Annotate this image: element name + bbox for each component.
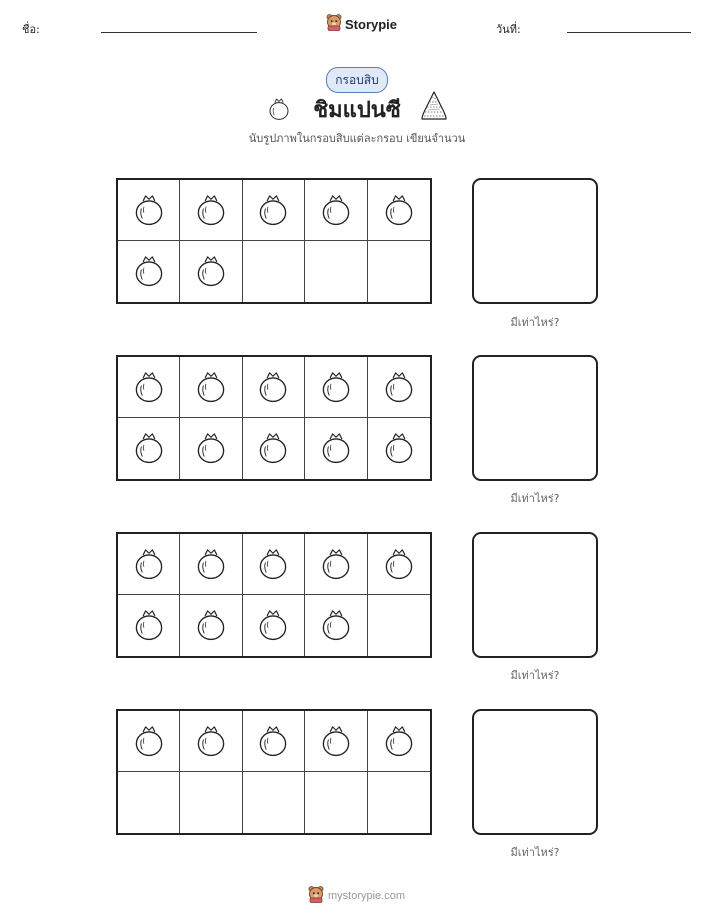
frame-cell <box>243 241 305 302</box>
fruit-icon <box>194 367 228 408</box>
frame-cell <box>180 241 242 302</box>
fruit-icon <box>132 605 166 646</box>
bear-icon <box>326 13 342 35</box>
frame-cell <box>118 595 180 656</box>
answer-box[interactable] <box>472 178 598 304</box>
fruit-icon <box>382 721 416 762</box>
frame-cell <box>305 711 367 772</box>
frame-cell <box>305 418 367 479</box>
name-write-line <box>101 32 257 33</box>
frame-cell <box>180 180 242 241</box>
frame-cell <box>180 595 242 656</box>
answer-box[interactable] <box>472 355 598 481</box>
fruit-icon <box>256 605 290 646</box>
fruit-icon <box>132 544 166 585</box>
fruit-icon <box>132 190 166 231</box>
frame-cell <box>305 180 367 241</box>
frame-cell <box>368 357 430 418</box>
fruit-icon <box>132 428 166 469</box>
frame-cell <box>368 595 430 656</box>
frame-cell <box>180 418 242 479</box>
frame-cell <box>180 711 242 772</box>
date-label: วันที่: <box>496 23 521 36</box>
fruit-icon <box>194 190 228 231</box>
frame-cell <box>180 357 242 418</box>
answer-prompt: มีเท่าไหร่? <box>510 316 560 329</box>
frame-cell <box>180 534 242 595</box>
frame-cell <box>243 711 305 772</box>
frame-cell <box>305 357 367 418</box>
answer-prompt: มีเท่าไหร่? <box>510 669 560 682</box>
frame-cell <box>118 357 180 418</box>
frame-cell <box>368 772 430 833</box>
frame-cell <box>243 180 305 241</box>
frame-cell <box>368 180 430 241</box>
bear-icon <box>308 885 324 907</box>
fruit-icon <box>319 605 353 646</box>
fruit-icon <box>319 428 353 469</box>
frame-cell <box>305 595 367 656</box>
frame-cell <box>243 418 305 479</box>
ten-frame <box>116 178 432 304</box>
ten-frame <box>116 532 432 658</box>
footer-site: mystorypie.com <box>328 890 406 902</box>
fruit-icon <box>319 721 353 762</box>
instructions: นับรูปภาพในกรอบสิบแต่ละกรอบ เขียนจำนวน <box>248 132 466 145</box>
fruit-icon <box>382 367 416 408</box>
fruit-icon <box>256 367 290 408</box>
frame-cell <box>305 534 367 595</box>
date-write-line <box>567 32 691 33</box>
ten-frame <box>116 709 432 835</box>
page-title: ชิมแปนซี <box>313 98 401 123</box>
answer-box[interactable] <box>472 532 598 658</box>
frame-cell <box>243 772 305 833</box>
frame-cell <box>243 357 305 418</box>
fruit-icon <box>194 721 228 762</box>
ten-frame <box>116 355 432 481</box>
frame-cell <box>368 241 430 302</box>
fruit-icon <box>382 190 416 231</box>
frame-cell <box>118 180 180 241</box>
frame-cell <box>368 534 430 595</box>
frame-cell <box>118 418 180 479</box>
fruit-icon <box>256 721 290 762</box>
answer-prompt: มีเท่าไหร่? <box>510 846 560 859</box>
frame-cell <box>368 711 430 772</box>
fruit-icon <box>132 721 166 762</box>
lychee-icon <box>419 90 449 126</box>
fruit-icon <box>382 544 416 585</box>
frame-cell <box>180 772 242 833</box>
frame-cell <box>118 772 180 833</box>
frame-cell <box>243 595 305 656</box>
fruit-icon <box>256 190 290 231</box>
frame-cell <box>243 534 305 595</box>
fruit-icon <box>194 544 228 585</box>
brand-name: Storypie <box>345 16 398 32</box>
topic-badge: กรอบสิบ <box>326 67 388 93</box>
answer-prompt: มีเท่าไหร่? <box>510 492 560 505</box>
fruit-icon <box>382 428 416 469</box>
fruit-icon <box>256 544 290 585</box>
frame-cell <box>118 534 180 595</box>
name-label: ชื่อ: <box>22 23 40 36</box>
frame-cell <box>305 772 367 833</box>
fruit-icon <box>194 428 228 469</box>
frame-cell <box>118 241 180 302</box>
answer-box[interactable] <box>472 709 598 835</box>
fruit-icon <box>319 367 353 408</box>
fruit-icon <box>319 190 353 231</box>
fruit-icon <box>132 251 166 292</box>
frame-cell <box>118 711 180 772</box>
fruit-icon <box>194 605 228 646</box>
footer <box>308 885 405 907</box>
frame-cell <box>305 241 367 302</box>
fruit-icon <box>319 544 353 585</box>
brand-logo <box>326 13 397 35</box>
fruit-icon <box>256 428 290 469</box>
fruit-icon <box>194 251 228 292</box>
fruit-icon <box>132 367 166 408</box>
frame-cell <box>368 418 430 479</box>
